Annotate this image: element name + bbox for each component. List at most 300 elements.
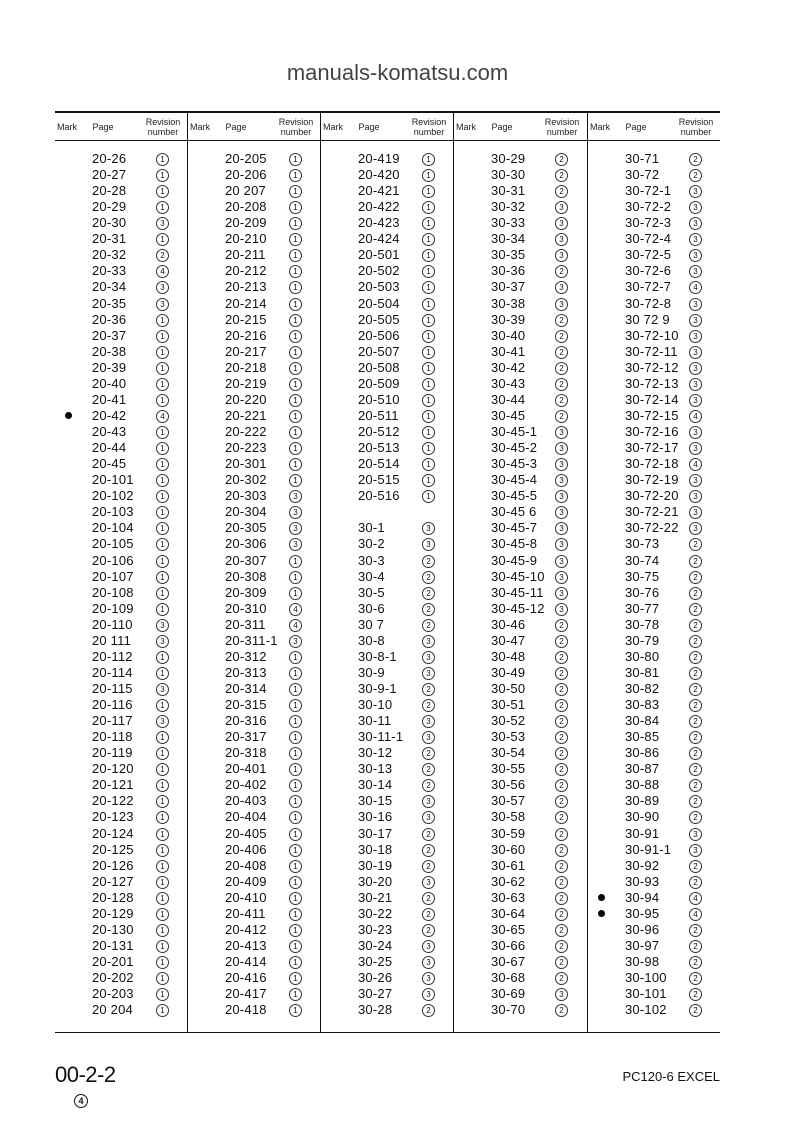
revision-number: 3: [555, 490, 568, 503]
page-ref: 30-80: [625, 648, 660, 664]
revision-number: 2: [422, 908, 435, 921]
page-ref: 20 204: [92, 1002, 133, 1018]
table-row: [588, 906, 721, 922]
revision-number: 3: [555, 442, 568, 455]
revision-number: 2: [555, 747, 568, 760]
revision-number: 1: [156, 362, 169, 375]
table-row: [188, 986, 321, 1002]
table-row: [188, 536, 321, 552]
table-row: [454, 360, 587, 376]
table-row: [188, 553, 321, 569]
revision-number: 2: [689, 683, 702, 696]
page-ref: 30-65: [491, 921, 526, 937]
revision-number: 1: [422, 201, 435, 214]
page-ref: 30-101: [625, 986, 667, 1002]
table-row: [55, 890, 188, 906]
column-group: [321, 111, 454, 1033]
revision-number: 4: [689, 908, 702, 921]
page-ref: 20-514: [358, 456, 400, 472]
revision-number: 3: [555, 298, 568, 311]
page-ref: 30-12: [358, 745, 393, 761]
table-row: [188, 761, 321, 777]
header-mark: Mark: [190, 122, 210, 132]
revision-number: 3: [555, 233, 568, 246]
revision-number: 1: [422, 458, 435, 471]
model-name: PC120-6 EXCEL: [622, 1069, 720, 1084]
page-ref: 20-422: [358, 199, 400, 215]
page-ref: 20-103: [92, 504, 134, 520]
revision-number: 1: [156, 795, 169, 808]
page-ref: 20-202: [92, 970, 134, 986]
revision-number: 2: [555, 795, 568, 808]
page-ref: 30-14: [358, 777, 393, 793]
revision-number: 2: [689, 153, 702, 166]
page-ref: 30-57: [491, 793, 526, 809]
table-row: [588, 681, 721, 697]
table-row: [588, 279, 721, 295]
column-group: [454, 111, 587, 1033]
page-ref: 30-47: [491, 632, 526, 648]
page-ref: 30-27: [358, 986, 393, 1002]
column-group: [55, 111, 188, 1033]
table-row: [588, 456, 721, 472]
page-ref: 30-31: [491, 183, 526, 199]
page-ref: 30-13: [358, 761, 393, 777]
table-row: [321, 649, 454, 665]
page-ref: 20-218: [225, 359, 267, 375]
revision-number: 1: [156, 522, 169, 535]
page-ref: 20-107: [92, 568, 134, 584]
revision-number: 2: [555, 828, 568, 841]
table-row: [321, 360, 454, 376]
page-ref: 20-310: [225, 600, 267, 616]
revision-number: 2: [555, 924, 568, 937]
page-ref: 20-119: [92, 745, 133, 761]
table-row: [588, 938, 721, 954]
table-row: [454, 408, 587, 424]
revision-number: 2: [689, 731, 702, 744]
page-ref: 30-102: [625, 1002, 667, 1018]
revision-number: 1: [156, 699, 169, 712]
revision-number: 3: [555, 603, 568, 616]
page-ref: 20-128: [92, 889, 134, 905]
table-row: [454, 215, 587, 231]
page-ref: 30-20: [358, 873, 393, 889]
page-ref: 30-32: [491, 199, 526, 215]
page-ref: 20-516: [358, 488, 400, 504]
table-row: [588, 729, 721, 745]
revision-number: 1: [422, 169, 435, 182]
page-ref: 30-36: [491, 263, 526, 279]
page-ref: 20-122: [92, 793, 134, 809]
page-ref: 20-515: [358, 472, 400, 488]
table-row: [454, 504, 587, 520]
page-ref: 30-34: [491, 231, 526, 247]
page-ref: 30-8-1: [358, 648, 397, 664]
page-ref: 30-48: [491, 648, 526, 664]
table-row: [321, 376, 454, 392]
page-ref: 30-81: [625, 664, 660, 680]
revision-number: 1: [156, 876, 169, 889]
page-ref: 30-90: [625, 809, 660, 825]
revision-number: 1: [156, 667, 169, 680]
page-ref: 20-424: [358, 231, 400, 247]
table-row: [588, 376, 721, 392]
page-ref: 30-30: [491, 167, 526, 183]
header-page: Page: [625, 122, 647, 132]
revision-number: 1: [289, 908, 302, 921]
table-row: [454, 424, 587, 440]
table-row: [188, 826, 321, 842]
revision-number: 2: [689, 555, 702, 568]
table-row: [454, 617, 587, 633]
revision-number: 1: [289, 474, 302, 487]
page-ref: 20-43: [92, 424, 127, 440]
revision-number: 2: [422, 571, 435, 584]
revision-number: 1: [156, 506, 169, 519]
revision-number: 2: [689, 747, 702, 760]
revision-number: 1: [422, 185, 435, 198]
table-row: [55, 601, 188, 617]
revision-number: 1: [156, 972, 169, 985]
table-row: [454, 247, 587, 263]
page-ref: 30-16: [358, 809, 393, 825]
page-ref: 20 207: [225, 183, 266, 199]
revision-number: 2: [422, 763, 435, 776]
table-row: [588, 344, 721, 360]
page-ref: 20-118: [92, 729, 133, 745]
table-row: [55, 504, 188, 520]
revision-number: 2: [689, 763, 702, 776]
revision-number: 2: [689, 779, 702, 792]
table-row: [188, 842, 321, 858]
table-row: [55, 665, 188, 681]
revision-number: 3: [555, 281, 568, 294]
table-row: [321, 344, 454, 360]
page-ref: 20-35: [92, 295, 127, 311]
revision-number: 2: [555, 330, 568, 343]
revision-number: 1: [289, 330, 302, 343]
revision-number: 1: [156, 988, 169, 1001]
page-ref: 30-91-1: [625, 841, 672, 857]
table-row: [454, 954, 587, 970]
table-row: [321, 151, 454, 167]
table-row: [188, 520, 321, 536]
revision-number: 3: [422, 876, 435, 889]
revision-number: 2: [555, 892, 568, 905]
revision-number: 2: [555, 1004, 568, 1017]
revision-number: 2: [422, 603, 435, 616]
page-ref: 20-114: [92, 664, 133, 680]
table-row: [188, 858, 321, 874]
table-row: [454, 938, 587, 954]
table-row: [188, 344, 321, 360]
page-ref: 30-72-14: [625, 391, 679, 407]
page-ref: 20-404: [225, 809, 267, 825]
revision-number: 3: [289, 490, 302, 503]
page-ref: 30-19: [358, 857, 393, 873]
table-row: [55, 569, 188, 585]
table-row: [321, 665, 454, 681]
revision-number: 1: [289, 153, 302, 166]
table-row: [588, 424, 721, 440]
table-row: [55, 761, 188, 777]
revision-number: 1: [289, 314, 302, 327]
revision-number: 2: [555, 153, 568, 166]
page-ref: 30-84: [625, 713, 660, 729]
table-row: [55, 874, 188, 890]
revision-number: 3: [422, 667, 435, 680]
page-ref: 30-10: [358, 697, 393, 713]
revision-number: 1: [289, 394, 302, 407]
table-row: [454, 858, 587, 874]
revision-number: 3: [689, 265, 702, 278]
revision-number: 3: [555, 474, 568, 487]
revision-number: 3: [422, 940, 435, 953]
page-ref: 30-83: [625, 697, 660, 713]
page-ref: 30-43: [491, 375, 526, 391]
table-row: [454, 231, 587, 247]
table-row: [588, 263, 721, 279]
revision-number: 2: [555, 394, 568, 407]
page-ref: 20-222: [225, 424, 267, 440]
page-ref: 20-37: [92, 327, 127, 343]
revision-number: 1: [289, 555, 302, 568]
page-ref: 20-421: [358, 183, 400, 199]
page-ref: 20-306: [225, 536, 267, 552]
table-row: [188, 263, 321, 279]
revision-number: 1: [156, 651, 169, 664]
revision-number: 1: [289, 924, 302, 937]
table-row: [454, 890, 587, 906]
page-ref: 20-419: [358, 151, 400, 166]
revision-number: 4: [156, 265, 169, 278]
table-row: [588, 809, 721, 825]
page-ref: 20-129: [92, 905, 134, 921]
page-ref: 30-9-1: [358, 680, 397, 696]
table-row: [321, 504, 454, 520]
table-row: [55, 842, 188, 858]
table-row: [588, 488, 721, 504]
page-ref: 30-25: [358, 954, 393, 969]
table-row: [454, 167, 587, 183]
revision-number: 1: [422, 378, 435, 391]
page-ref: 30-3: [358, 552, 385, 568]
revision-number: 1: [422, 426, 435, 439]
revision-number: 1: [289, 972, 302, 985]
table-row: [188, 456, 321, 472]
page-ref: 30-39: [491, 311, 526, 327]
revision-number: 1: [289, 571, 302, 584]
page-ref: 20-510: [358, 391, 400, 407]
table-row: [454, 729, 587, 745]
table-row: [55, 231, 188, 247]
table-row: [188, 328, 321, 344]
revision-number: 4: [289, 619, 302, 632]
table-row: [321, 906, 454, 922]
revision-number: 2: [555, 699, 568, 712]
revision-number: 4: [689, 281, 702, 294]
page-ref: 30-18: [358, 841, 393, 857]
revision-number: 1: [156, 940, 169, 953]
page-ref: 30-6: [358, 600, 385, 616]
page-ref: 20-217: [225, 343, 267, 359]
table-row: [454, 842, 587, 858]
revision-number: 2: [689, 587, 702, 600]
table-row: [321, 809, 454, 825]
revision-number: 1: [422, 442, 435, 455]
page-ref: 30-45-4: [491, 472, 538, 488]
revision-number: 3: [555, 988, 568, 1001]
page-ref: 20-501: [358, 247, 400, 263]
revision-number: 3: [156, 298, 169, 311]
table-row: [55, 777, 188, 793]
revision-number: 3: [555, 522, 568, 535]
page-ref: 30-88: [625, 777, 660, 793]
table-row: [588, 793, 721, 809]
revision-number: 1: [289, 378, 302, 391]
page-ref: 20-28: [92, 183, 127, 199]
page-ref: 20-318: [225, 745, 267, 761]
revision-number: 1: [422, 490, 435, 503]
page-ref: 20-307: [225, 552, 267, 568]
table-row: [588, 296, 721, 312]
revision-number: 1: [422, 217, 435, 230]
revision-number: 1: [156, 924, 169, 937]
page-ref: 30-72-7: [625, 279, 672, 295]
table-row: [588, 633, 721, 649]
table-row: [188, 729, 321, 745]
page-ref: 20-312: [225, 648, 267, 664]
table-row: [321, 312, 454, 328]
revision-number: 3: [689, 217, 702, 230]
revision-number: 2: [422, 860, 435, 873]
page-ref: 20-409: [225, 873, 267, 889]
revision-number: 1: [156, 490, 169, 503]
revision-number: 3: [289, 522, 302, 535]
table-row: [55, 328, 188, 344]
table-row: [588, 553, 721, 569]
table-row: [55, 536, 188, 552]
table-row: [188, 713, 321, 729]
table-row: [188, 392, 321, 408]
table-row: [321, 970, 454, 986]
table-row: [588, 777, 721, 793]
table-row: [188, 199, 321, 215]
page-ref: 20-221: [225, 407, 267, 423]
table-row: [321, 296, 454, 312]
table-row: [588, 842, 721, 858]
page-ref: 20-38: [92, 343, 127, 359]
page-ref: 30-98: [625, 954, 660, 969]
page-ref: 30-71: [625, 151, 660, 166]
revision-number: 3: [689, 506, 702, 519]
page-ref: 30-72-8: [625, 295, 672, 311]
page-ref: 30-72-4: [625, 231, 672, 247]
page-ref: 20-26: [92, 151, 127, 166]
revision-number: 1: [156, 571, 169, 584]
table-row: [55, 729, 188, 745]
header-mark: Mark: [323, 122, 343, 132]
page-ref: 20-208: [225, 199, 267, 215]
revision-number: 2: [555, 346, 568, 359]
page-ref: 20-506: [358, 327, 400, 343]
revision-number: 4: [689, 458, 702, 471]
page-ref: 20-33: [92, 263, 127, 279]
header-page: Page: [491, 122, 513, 132]
page-ref: 20-406: [225, 841, 267, 857]
page-ref: 30-8: [358, 632, 385, 648]
table-row: [55, 745, 188, 761]
revision-number: 1: [289, 281, 302, 294]
revision-number: 2: [689, 571, 702, 584]
revision-number: 3: [555, 458, 568, 471]
page-ref: 30-72-21: [625, 504, 679, 520]
table-row: [188, 167, 321, 183]
table-row: [454, 585, 587, 601]
page-ref: 30 72 9: [625, 311, 670, 327]
page-ref: 30-33: [491, 215, 526, 231]
page-ref: 30-72: [625, 167, 660, 183]
table-row: [588, 504, 721, 520]
page-ref: 20-311: [225, 616, 266, 632]
revision-number: 2: [555, 635, 568, 648]
page-ref: 20-402: [225, 777, 267, 793]
table-row: [188, 745, 321, 761]
revision-number: 3: [156, 619, 169, 632]
page-ref: 30-45-5: [491, 488, 538, 504]
page-ref: 30-22: [358, 905, 393, 921]
page-ref: 20-32: [92, 247, 127, 263]
revision-number: 4: [689, 892, 702, 905]
revision-number: 1: [156, 426, 169, 439]
table-row: [55, 826, 188, 842]
revision-number: 3: [689, 249, 702, 262]
table-row: [588, 440, 721, 456]
page-ref: 30-56: [491, 777, 526, 793]
page-ref: 20-504: [358, 295, 400, 311]
page-ref: 30-68: [491, 970, 526, 986]
revision-number: 1: [156, 394, 169, 407]
revision-number: 2: [689, 635, 702, 648]
page-ref: 30-66: [491, 937, 526, 953]
page-ref: 20-513: [358, 440, 400, 456]
revision-number: 2: [422, 587, 435, 600]
revision-number: 2: [689, 924, 702, 937]
table-row: [454, 745, 587, 761]
revision-number: 3: [689, 378, 702, 391]
table-row: [454, 761, 587, 777]
revision-number: 1: [289, 860, 302, 873]
table-row: [588, 665, 721, 681]
revision-number: 3: [422, 635, 435, 648]
page-ref: 20-414: [225, 954, 267, 969]
revision-number: 2: [555, 265, 568, 278]
revision-number: 1: [289, 651, 302, 664]
page-ref: 30-26: [358, 970, 393, 986]
page-ref: 30-96: [625, 921, 660, 937]
page-ref: 30-72-17: [625, 440, 679, 456]
page-ref: 30-85: [625, 729, 660, 745]
table-row: [188, 424, 321, 440]
table-row: [55, 199, 188, 215]
page-ref: 30-35: [491, 247, 526, 263]
revision-number: 2: [689, 956, 702, 969]
table-row: [588, 1002, 721, 1018]
revision-number: 1: [156, 731, 169, 744]
page-ref: 20-31: [92, 231, 127, 247]
revision-number: 1: [156, 892, 169, 905]
